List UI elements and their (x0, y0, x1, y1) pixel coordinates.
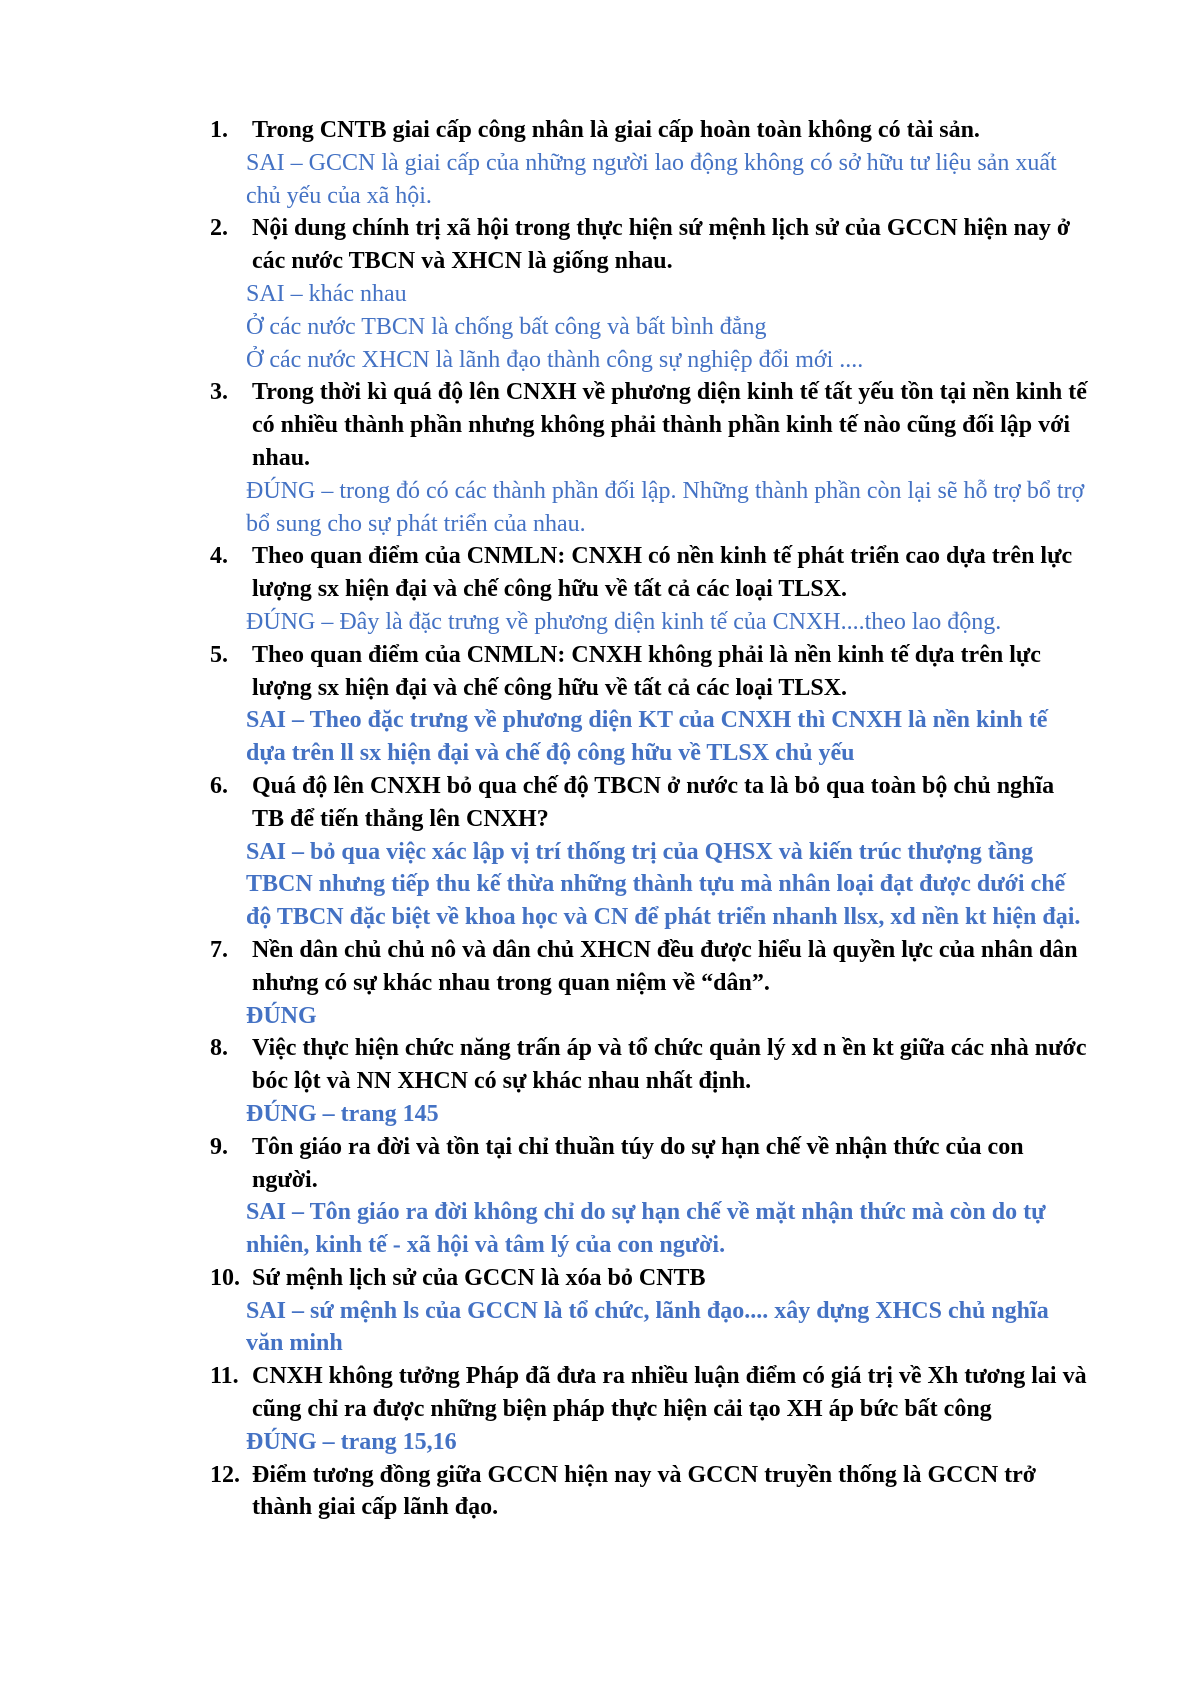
list-item (210, 114, 1090, 212)
answer-text (246, 606, 1090, 639)
item-number: 9. (210, 1133, 228, 1160)
question-text: Trong thời kì quá độ lên CNXH về phương diện kinh tế tất yếu tồn tại nền kinh tế có nhiều thành phần nhưng không phải thành phần kinh tế nào cũng đối lập với nhau. (252, 379, 1087, 471)
list-item (210, 1032, 1090, 1130)
answer-line: ĐÚNG – Đây là đặc trưng về phương diện kinh tế của CNXH....theo lao động. (246, 608, 1002, 635)
answer-line: SAI – Theo đặc trưng về phương diện KT của CNXH thì CNXH là nền kinh tế dựa trên ll sx hiện đại và chế độ công hữu về TLSX chủ yếu (246, 707, 1048, 767)
question-text: Theo quan điểm của CNMLN: CNXH không phải là nền kinh tế dựa trên lực lượng sx hiện đại và chế công hữu về tất cả các loại TLSX. (252, 641, 1041, 701)
item-number: 4. (210, 543, 228, 570)
question-text: Tôn giáo ra đời và tồn tại chỉ thuần túy do sự hạn chế về nhận thức của con người. (252, 1133, 1024, 1193)
question-text: CNXH không tưởng Pháp đã đưa ra nhiều luận điểm có giá trị về Xh tương lai và cũng chỉ ra được những biện pháp thực hiện cải tạo XH áp bức bất công (252, 1363, 1087, 1423)
list-item (210, 1360, 1090, 1458)
answer-text (246, 147, 1090, 213)
answer-text (246, 1000, 1090, 1033)
answer-text (246, 704, 1090, 770)
answer-text (246, 836, 1090, 934)
question-text: Việc thực hiện chức năng trấn áp và tổ chức quản lý xd n ền kt giữa các nhà nước bóc lột và NN XHCN có sự khác nhau nhất định. (252, 1035, 1087, 1095)
answer-line: ĐÚNG – trang 15,16 (246, 1428, 457, 1455)
question-text: Quá độ lên CNXH bỏ qua chế độ TBCN ở nước ta là bỏ qua toàn bộ chủ nghĩa TB để tiến thẳng lên CNXH? (252, 772, 1055, 832)
answer-text (246, 1426, 1090, 1459)
item-number: 1. (210, 117, 228, 143)
answer-line: Ở các nước TBCN là chống bất công và bất bình đẳng (246, 313, 767, 340)
list-item (210, 1131, 1090, 1262)
answer-text (246, 278, 1090, 376)
question-list (210, 114, 1090, 1524)
answer-line: SAI – GCCN là giai cấp của những người lao động không có sở hữu tư liệu sản xuất chủ yếu của xã hội. (246, 149, 1057, 209)
answer-text (246, 1295, 1090, 1361)
answer-line: SAI – sứ mệnh ls của GCCN là tổ chức, lãnh đạo.... xây dựng XHCS chủ nghĩa văn minh (246, 1297, 1049, 1357)
question-text: Theo quan điểm của CNMLN: CNXH có nền kinh tế phát triển cao dựa trên lực lượng sx hiện đại và chế công hữu về tất cả các loại TLSX. (252, 543, 1073, 603)
question-text: Điểm tương đồng giữa GCCN hiện nay và GCCN truyền thống là GCCN trở thành giai cấp lãnh đạo. (252, 1461, 1037, 1521)
question-text: Sứ mệnh lịch sử của GCCN là xóa bỏ CNTB (252, 1264, 706, 1291)
answer-line: ĐÚNG – trong đó có các thành phần đối lập. Những thành phần còn lại sẽ hỗ trợ bổ trợ bổ sung cho sự phát triển của nhau. (246, 477, 1085, 537)
answer-line: SAI – bỏ qua việc xác lập vị trí thống trị của QHSX và kiến trúc thượng tầng TBCN nhưng tiếp thu kế thừa những thành tựu mà nhân loại đạt được dưới chế độ TBCN đặc biệt về khoa học và CN để phát triển nhanh llsx, xd nền kt hiện đại. (246, 838, 1081, 931)
item-number: 5. (210, 641, 228, 668)
list-item (210, 934, 1090, 1032)
item-number: 3. (210, 379, 228, 406)
list-item (210, 540, 1090, 638)
item-number: 8. (210, 1035, 228, 1062)
list-item (210, 1262, 1090, 1360)
answer-line: SAI – khác nhau (246, 280, 407, 307)
list-item (210, 212, 1090, 376)
list-item (210, 639, 1090, 770)
answer-text (246, 475, 1090, 541)
answer-text (246, 1098, 1090, 1131)
answer-line: ĐÚNG (246, 1002, 317, 1029)
item-number: 12. (210, 1461, 240, 1488)
item-number: 7. (210, 936, 228, 963)
answer-line: Ở các nước XHCN là lãnh đạo thành công sự nghiệp đổi mới .... (246, 346, 864, 373)
question-text: Trong CNTB giai cấp công nhân là giai cấp hoàn toàn không có tài sản. (252, 117, 980, 143)
answer-line: ĐÚNG – trang 145 (246, 1100, 439, 1127)
item-number: 2. (210, 215, 228, 242)
answer-line: SAI – Tôn giáo ra đời không chỉ do sự hạn chế về mặt nhận thức mà còn do tự nhiên, kinh tế - xã hội và tâm lý của con người. (246, 1199, 1046, 1259)
list-item (210, 1459, 1090, 1525)
list-item (210, 376, 1090, 540)
item-number: 10. (210, 1264, 240, 1291)
answer-text (246, 1196, 1090, 1262)
item-number: 11. (210, 1363, 239, 1390)
item-number: 6. (210, 772, 228, 799)
question-text: Nội dung chính trị xã hội trong thực hiện sứ mệnh lịch sử của GCCN hiện nay ở các nước TBCN và XHCN là giống nhau. (252, 215, 1071, 275)
list-item (210, 770, 1090, 934)
question-text: Nền dân chủ chủ nô và dân chủ XHCN đều được hiểu là quyền lực của nhân dân nhưng có sự khác nhau trong quan niệm về “dân”. (252, 936, 1078, 996)
